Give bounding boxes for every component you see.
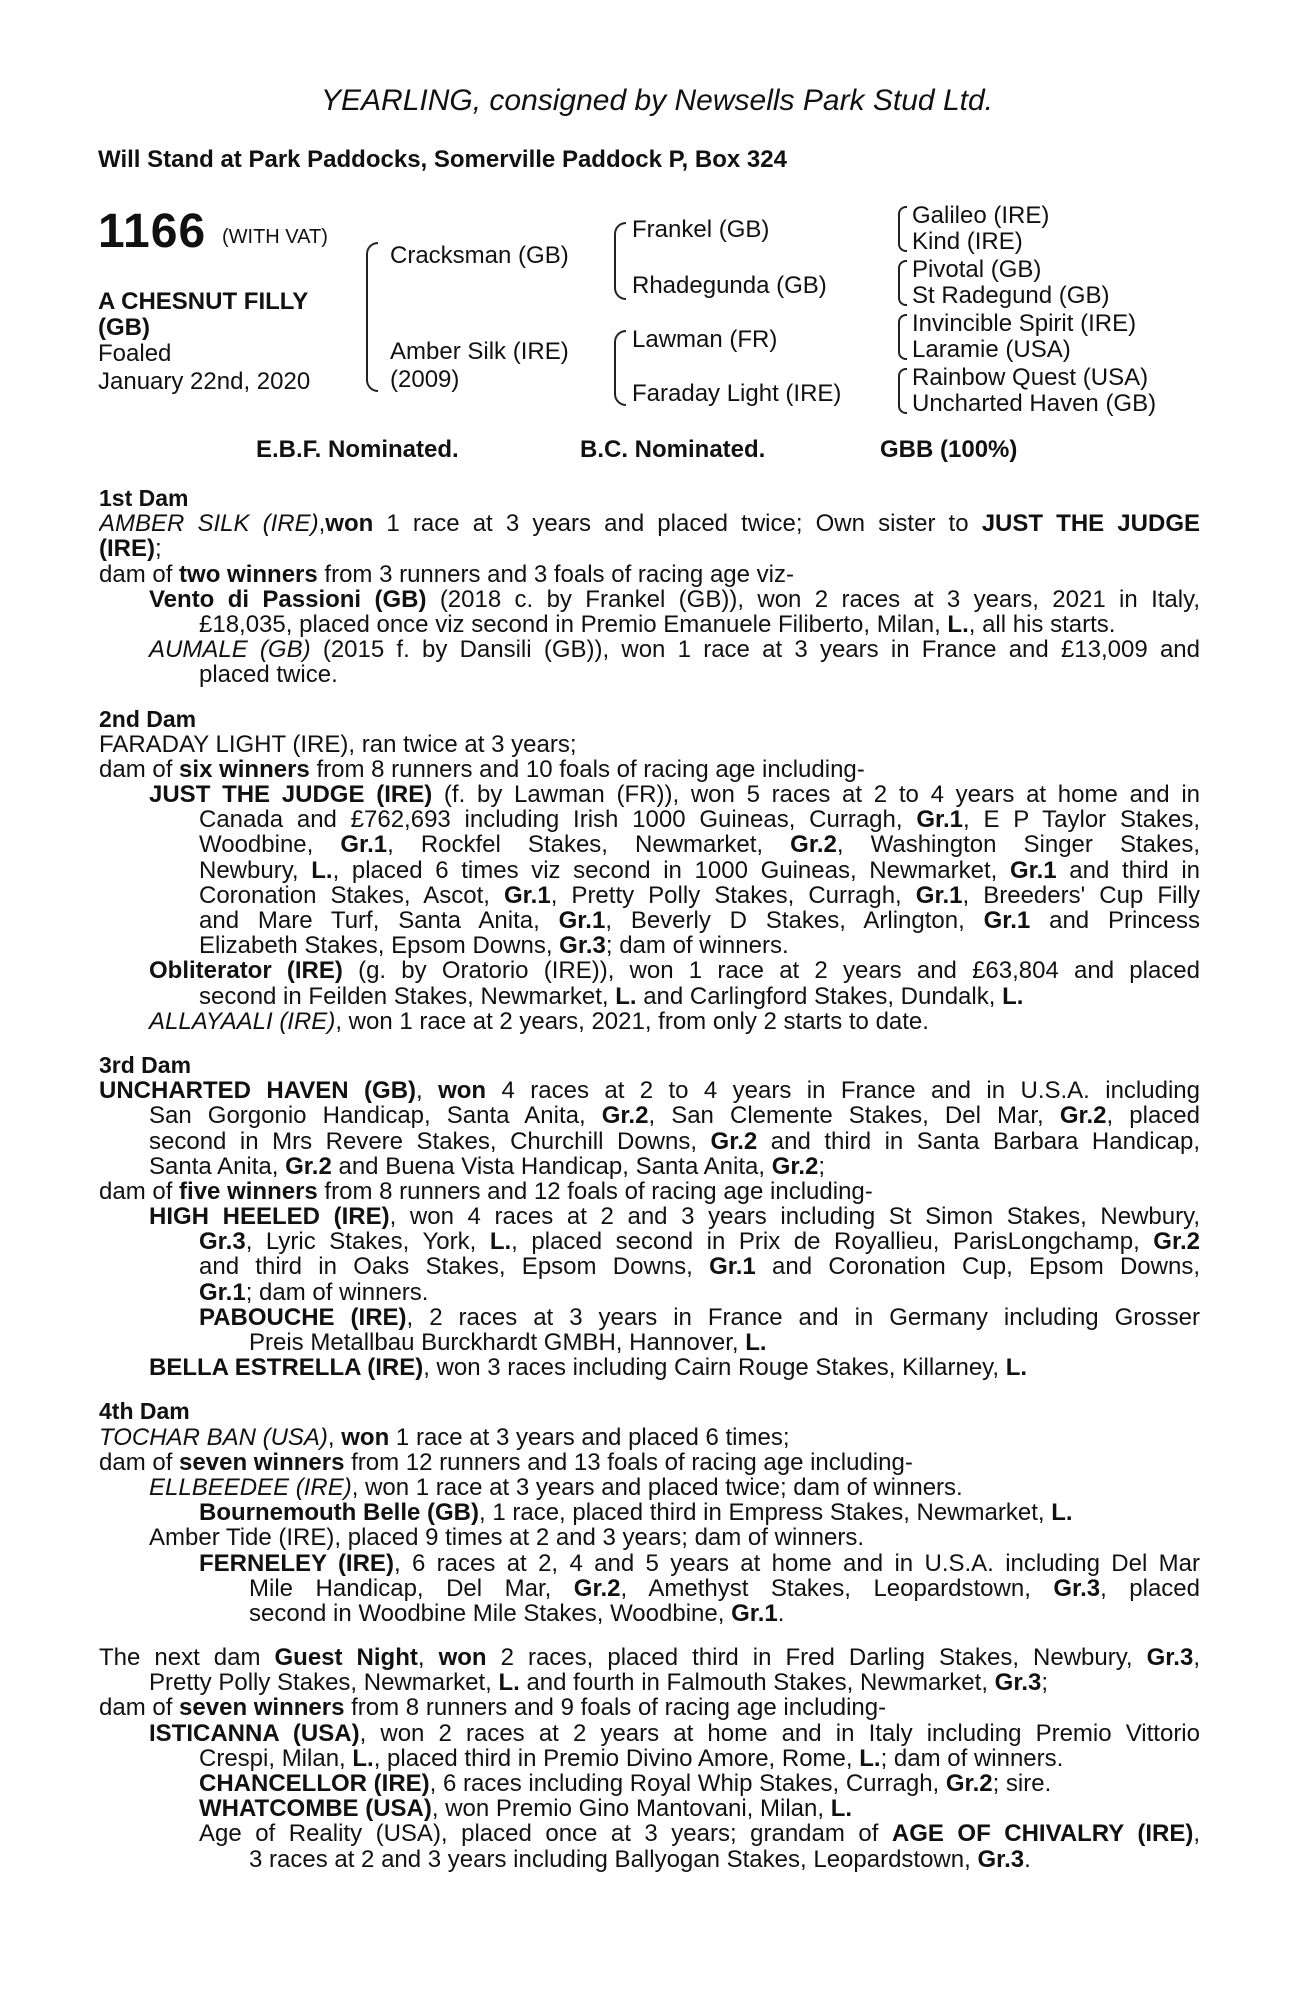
text-run: . (1024, 1845, 1031, 1873)
record-line (99, 1771, 1200, 1796)
pedigree-sire: Cracksman (GB) (390, 242, 569, 269)
record-line (99, 511, 1200, 536)
text-run: , placed (1106, 1103, 1200, 1129)
text-run: from 3 runners and 3 foals of racing age viz- (317, 560, 794, 588)
text-run: , (1193, 1821, 1200, 1847)
record-line (99, 1280, 1200, 1305)
bold-text: Gr.3 (559, 932, 606, 960)
text-run: ; sire. (992, 1770, 1052, 1797)
record-line (99, 757, 1200, 782)
bold-text: won (341, 1423, 390, 1451)
bold-text: L. (830, 1795, 853, 1823)
pedigree-brace (614, 222, 626, 300)
bc-nomination: B.C. Nominated. (580, 436, 766, 463)
pedigree-brace (898, 314, 907, 360)
text-run: , won 3 races including Cairn Rouge Stakes, Killarney, (423, 1354, 1006, 1382)
text-run: dam of (99, 1448, 180, 1476)
text-run: ; (1041, 1669, 1049, 1697)
text-run: Woodbine, (199, 832, 341, 858)
record-line (99, 1179, 1200, 1204)
section-heading: 3rd Dam (99, 1051, 192, 1078)
italic-text: TOCHAR BAN (USA) (99, 1423, 328, 1451)
family-record (99, 486, 1200, 1891)
text-run: , won Premio Gino Mantovani, Milan, (431, 1795, 831, 1823)
bold-text: seven winners (179, 1448, 345, 1476)
text-run: San Gorgonio Handicap, Santa Anita, (149, 1103, 602, 1129)
record-line (99, 908, 1200, 933)
text-run: , 6 races including Royal Whip Stakes, Curragh, (429, 1770, 946, 1797)
text-run: (f. by Lawman (FR)), won 5 races at 2 to 4 years at home and in (432, 782, 1200, 808)
bold-text: won (438, 1645, 487, 1671)
record-line (99, 1009, 1200, 1034)
text-run: and Carlingford Stakes, Dundalk, (636, 982, 1003, 1010)
record-line (99, 1695, 1200, 1720)
text-run: ; dam of winners. (880, 1744, 1064, 1772)
text-run: Crespi, Milan, (199, 1744, 353, 1772)
record-line (99, 1229, 1200, 1254)
record-line (99, 1330, 1200, 1355)
text-run: , all his starts. (968, 610, 1116, 638)
record-line (99, 1525, 1200, 1550)
text-run: Preis Metallbau Burckhardt GMBH, Hannover, (249, 1329, 746, 1356)
record-line (99, 1847, 1200, 1872)
text-run: Coronation Stakes, Ascot, (199, 882, 504, 908)
text-run: second in Feilden Stakes, Newmarket, (199, 982, 616, 1010)
bold-text: Gr.2 (1059, 1103, 1107, 1129)
italic-text: ALLAYAALI (IRE) (149, 1007, 336, 1035)
bold-text: seven winners (179, 1694, 345, 1722)
record-line (99, 1450, 1200, 1475)
text-run: from 8 runners and 12 foals of racing age including- (317, 1177, 873, 1205)
foaled-date: January 22nd, 2020 (98, 368, 311, 395)
italic-text: ELLBEEDEE (IRE) (149, 1473, 352, 1501)
bold-text: Gr.3 (977, 1845, 1025, 1873)
bold-text: (IRE) (99, 535, 155, 563)
text-run: 1 race at 3 years and placed twice; Own sister to (373, 511, 982, 537)
record-line (99, 1355, 1200, 1380)
text-run: , won 4 races at 2 and 3 years including St Simon Stakes, Newbury, (389, 1204, 1200, 1230)
horse-description: A CHESNUT FILLY (98, 288, 309, 315)
bold-text: Vento di Passioni (GB) (149, 586, 427, 612)
text-run: The next dam (99, 1645, 275, 1671)
pedigree-sire-sire: Frankel (GB) (632, 216, 770, 243)
text-run: . (777, 1599, 785, 1627)
text-run: , Lyric Stakes, York, (245, 1229, 490, 1255)
bold-text: won (438, 1078, 487, 1104)
bold-text: Gr.2 (771, 1152, 819, 1180)
bold-text: HIGH HEELED (IRE) (149, 1204, 390, 1230)
pedigree-ggp-3: Pivotal (GB) (912, 256, 1042, 283)
section-heading: 2nd Dam (99, 705, 197, 732)
family-section (99, 1053, 1200, 1380)
record-line (99, 1796, 1200, 1821)
bold-text: ISTICANNA (USA) (149, 1720, 360, 1746)
text-run: (2018 c. by Frankel (GB)), won 2 races at 3 years, 2021 in Italy, (426, 586, 1200, 612)
pedigree-ggp-1: Galileo (IRE) (912, 202, 1050, 229)
bold-text: L. (615, 982, 637, 1010)
text-run: , 2 races at 3 years in France and in Germany including Grosser (406, 1304, 1200, 1330)
bold-text: Gr.3 (1146, 1645, 1194, 1671)
text-run: , 6 races at 2, 4 and 5 years at home and in U.S.A. including Del Mar (393, 1550, 1200, 1576)
text-run: and fourth in Falmouth Stakes, Newmarket, (519, 1669, 995, 1697)
record-line (99, 732, 1200, 757)
text-run: ; dam of winners. (605, 932, 789, 960)
bold-text: Gr.1 (558, 908, 606, 934)
text-run: 1 race at 3 years and placed 6 times; (389, 1423, 790, 1451)
bold-text: Gr.3 (1053, 1575, 1101, 1601)
record-line (99, 662, 1200, 687)
text-run: Canada and £762,693 including Irish 1000 Guineas, Curragh, (199, 807, 917, 833)
bold-text: L. (745, 1329, 767, 1356)
record-line (99, 536, 1200, 561)
family-section (99, 1645, 1200, 1872)
text-run: second in Mrs Revere Stakes, Churchill Downs, (149, 1128, 711, 1154)
pedigree-brace (898, 206, 907, 252)
pedigree-dam-year: (2009) (390, 366, 460, 393)
text-run: and Buena Vista Handicap, Santa Anita, (331, 1152, 772, 1180)
bold-text: JUST THE JUDGE (IRE) (149, 782, 433, 808)
bold-text: L. (1002, 982, 1024, 1010)
horse-country: (GB) (98, 314, 150, 341)
record-line (99, 1601, 1200, 1626)
bold-text: Guest Night (274, 1645, 418, 1671)
page-title: YEARLING, consigned by Newsells Park Stud Ltd. (321, 84, 993, 117)
bold-text: PABOUCHE (IRE) (199, 1304, 407, 1330)
record-line (99, 1551, 1200, 1576)
text-run: and third in Oaks Stakes, Epsom Downs, (199, 1254, 710, 1280)
bold-text: Gr.3 (994, 1669, 1042, 1697)
pedigree-ggp-2: Kind (IRE) (912, 228, 1023, 255)
text-run: 4 races at 2 to 4 years in France and in U.S.A. including (486, 1078, 1200, 1104)
text-run: second in Woodbine Mile Stakes, Woodbine, (249, 1599, 732, 1627)
pedigree-ggp-8: Uncharted Haven (GB) (912, 390, 1157, 417)
bold-text: L. (311, 857, 333, 883)
text-run: (2015 f. by Dansili (GB)), won 1 race at 3 years in France and £13,009 and (310, 637, 1200, 663)
text-run: , 1 race, placed third in Empress Stakes, Newmarket, (479, 1499, 1052, 1527)
record-line (99, 562, 1200, 587)
text-run: Amber Tide (IRE), placed 9 times at 2 and 3 years; dam of winners. (149, 1524, 864, 1552)
text-run: Elizabeth Stakes, Epsom Downs, (199, 932, 560, 960)
vat-note: (WITH VAT) (222, 226, 328, 248)
record-line (99, 1500, 1200, 1525)
record-line (99, 1103, 1200, 1128)
bold-text: Gr.1 (709, 1254, 756, 1280)
family-section (99, 486, 1200, 688)
bold-text: Gr.2 (1153, 1229, 1200, 1255)
bold-text: Gr.1 (199, 1278, 246, 1306)
text-run: , won 2 races at 2 years at home and in Italy including Premio Vittorio (359, 1720, 1200, 1746)
pedigree-brace (366, 242, 378, 392)
text-run: Newbury, (199, 857, 312, 883)
bold-text: UNCHARTED HAVEN (GB) (99, 1078, 417, 1104)
bold-text: Gr.1 (916, 807, 964, 833)
record-line (99, 984, 1200, 1009)
pedigree-dam-sire: Lawman (FR) (632, 326, 778, 353)
text-run: 2 races, placed third in Fred Darling Stakes, Newbury, (486, 1645, 1147, 1671)
ebf-nomination: E.B.F. Nominated. (256, 436, 459, 463)
record-line (99, 1670, 1200, 1695)
text-run: dam of (99, 560, 180, 588)
text-run: , Rockfel Stakes, Newmarket, (387, 832, 791, 858)
bold-text: BELLA ESTRELLA (IRE) (149, 1354, 424, 1382)
record-line (99, 1475, 1200, 1500)
pedigree-ggp-6: Laramie (USA) (912, 336, 1071, 363)
record-line (99, 1154, 1200, 1179)
record-line (99, 1078, 1200, 1103)
pedigree-dam-dam: Faraday Light (IRE) (632, 380, 842, 407)
bold-text: Gr.1 (1009, 857, 1057, 883)
record-line (99, 587, 1200, 612)
text-run: and Princess (1030, 908, 1200, 934)
bold-text: L. (1005, 1354, 1028, 1382)
text-run: , won 1 race at 2 years, 2021, from only 2 starts to date. (335, 1007, 929, 1035)
text-run: , (318, 511, 326, 537)
text-run: from 8 runners and 10 foals of racing age including- (309, 755, 865, 783)
text-run: , won 1 race at 3 years and placed twice; dam of winners. (351, 1473, 963, 1501)
italic-text: AUMALE (GB) (149, 637, 311, 663)
text-run: and Coronation Cup, Epsom Downs, (755, 1254, 1200, 1280)
bold-text: Gr.2 (790, 832, 837, 858)
text-run: , placed second in Prix de Royallieu, ParisLongchamp, (511, 1229, 1154, 1255)
gbb-rating: GBB (100%) (880, 436, 1018, 463)
bold-text: L. (1051, 1499, 1073, 1527)
text-run: from 12 runners and 13 foals of racing age including- (344, 1448, 913, 1476)
section-heading: 1st Dam (99, 485, 189, 511)
record-line (99, 1305, 1200, 1330)
text-run: ; (155, 535, 162, 563)
text-run: , placed 6 times viz second in 1000 Guineas, Newmarket, (332, 857, 1010, 883)
text-run: (g. by Oratorio (IRE)), won 1 race at 2 years and £63,804 and placed (342, 958, 1200, 984)
text-run: £18,035, placed once viz second in Premio Emanuele Filiberto, Milan, (199, 610, 948, 638)
text-run: dam of (99, 755, 180, 783)
bold-text: Gr.1 (915, 882, 963, 908)
bold-text: Gr.2 (710, 1128, 758, 1154)
bold-text: six winners (179, 755, 310, 783)
record-line (99, 1645, 1200, 1670)
record-line (99, 933, 1200, 958)
text-run: , (1193, 1645, 1200, 1671)
text-run: dam of (99, 1694, 180, 1722)
italic-text: AMBER SILK (IRE) (99, 511, 319, 537)
bold-text: Gr.1 (504, 882, 551, 908)
text-run: and Mare Turf, Santa Anita, (199, 908, 559, 934)
bold-text: Obliterator (IRE) (149, 958, 343, 984)
family-section (99, 1399, 1200, 1626)
bold-text: L. (352, 1744, 374, 1772)
bold-text: L. (489, 1229, 512, 1255)
pedigree-ggp-5: Invincible Spirit (IRE) (912, 310, 1137, 337)
text-run: FARADAY LIGHT (IRE), ran twice at 3 years; (99, 730, 577, 758)
record-line (99, 1204, 1200, 1229)
bold-text: Gr.2 (601, 1103, 649, 1129)
text-run: , Beverly D Stakes, Arlington, (605, 908, 984, 934)
record-line (99, 1576, 1200, 1601)
record-line (99, 1129, 1200, 1154)
record-line (99, 1821, 1200, 1846)
text-run: Santa Anita, (149, 1152, 286, 1180)
foaled-label: Foaled (98, 340, 172, 367)
pedigree-sire-dam: Rhadegunda (GB) (632, 272, 827, 299)
bold-text: L. (859, 1744, 881, 1772)
section-heading: 4th Dam (99, 1398, 190, 1425)
record-line (99, 958, 1200, 983)
bold-text: two winners (179, 560, 318, 588)
bold-text: FERNELEY (IRE) (199, 1550, 394, 1576)
bold-text: Gr.2 (285, 1152, 332, 1180)
text-run: 3 races at 2 and 3 years including Ballyogan Stakes, Leopardstown, (249, 1845, 978, 1873)
pedigree-dam: Amber Silk (IRE) (390, 338, 569, 365)
text-run: Mile Handicap, Del Mar, (249, 1575, 574, 1601)
text-run: , Amethyst Stakes, Leopardstown, (620, 1575, 1054, 1601)
bold-text: Gr.3 (199, 1229, 246, 1255)
text-run: Pretty Polly Stakes, Newmarket, (149, 1669, 499, 1697)
record-line (99, 1746, 1200, 1771)
text-run: and third in Santa Barbara Handicap, (757, 1128, 1200, 1154)
bold-text: won (325, 511, 374, 537)
text-run: , (417, 1645, 439, 1671)
record-line (99, 858, 1200, 883)
lot-number: 1166 (98, 205, 207, 258)
record-line (99, 807, 1200, 832)
record-line (99, 637, 1200, 662)
bold-text: WHATCOMBE (USA) (199, 1795, 432, 1823)
stand-location: Will Stand at Park Paddocks, Somerville Paddock P, Box 324 (98, 146, 787, 173)
bold-text: L. (947, 610, 969, 638)
bold-text: Gr.1 (731, 1599, 778, 1627)
bold-text: Gr.1 (340, 832, 388, 858)
text-run: from 8 runners and 9 foals of racing age including- (344, 1694, 887, 1722)
text-run: placed twice. (199, 661, 338, 689)
record-line (99, 1721, 1200, 1746)
text-run: , placed third in Premio Divino Amore, Rome, (373, 1744, 860, 1772)
record-line (99, 832, 1200, 857)
text-run: , Breeders' Cup Filly (962, 882, 1200, 908)
bold-text: Gr.2 (573, 1575, 621, 1601)
record-line (99, 1425, 1200, 1450)
text-run: Age of Reality (USA), placed once at 3 years; grandam of (199, 1821, 892, 1847)
record-line (99, 612, 1200, 637)
text-run: , Washington Singer Stakes, (836, 832, 1200, 858)
pedigree-ggp-7: Rainbow Quest (USA) (912, 364, 1149, 391)
text-run: ; (818, 1152, 826, 1180)
bold-text: Gr.1 (983, 908, 1031, 934)
bold-text: Bournemouth Belle (GB) (199, 1499, 479, 1527)
bold-text: Gr.2 (945, 1770, 993, 1797)
text-run: and third in (1056, 857, 1200, 883)
text-run: , (416, 1078, 439, 1104)
bold-text: CHANCELLOR (IRE) (199, 1770, 430, 1797)
family-section (99, 707, 1200, 1034)
record-line (99, 782, 1200, 807)
bold-text: L. (498, 1669, 520, 1697)
pedigree-ggp-4: St Radegund (GB) (912, 282, 1110, 309)
bold-text: five winners (179, 1177, 318, 1205)
record-line (99, 1254, 1200, 1279)
text-run: ; dam of winners. (245, 1278, 429, 1306)
text-run: , placed (1100, 1575, 1200, 1601)
text-run: , Pretty Polly Stakes, Curragh, (550, 882, 916, 908)
pedigree-brace (614, 330, 626, 406)
text-run: dam of (99, 1177, 180, 1205)
bold-text: JUST THE JUDGE (981, 511, 1200, 537)
pedigree-brace (898, 260, 907, 306)
text-run: , San Clemente Stakes, Del Mar, (648, 1103, 1060, 1129)
bold-text: AGE OF CHIVALRY (IRE) (891, 1821, 1194, 1847)
text-run: , E P Taylor Stakes, (963, 807, 1200, 833)
pedigree-brace (898, 368, 907, 414)
record-line (99, 883, 1200, 908)
text-run: , (327, 1423, 342, 1451)
